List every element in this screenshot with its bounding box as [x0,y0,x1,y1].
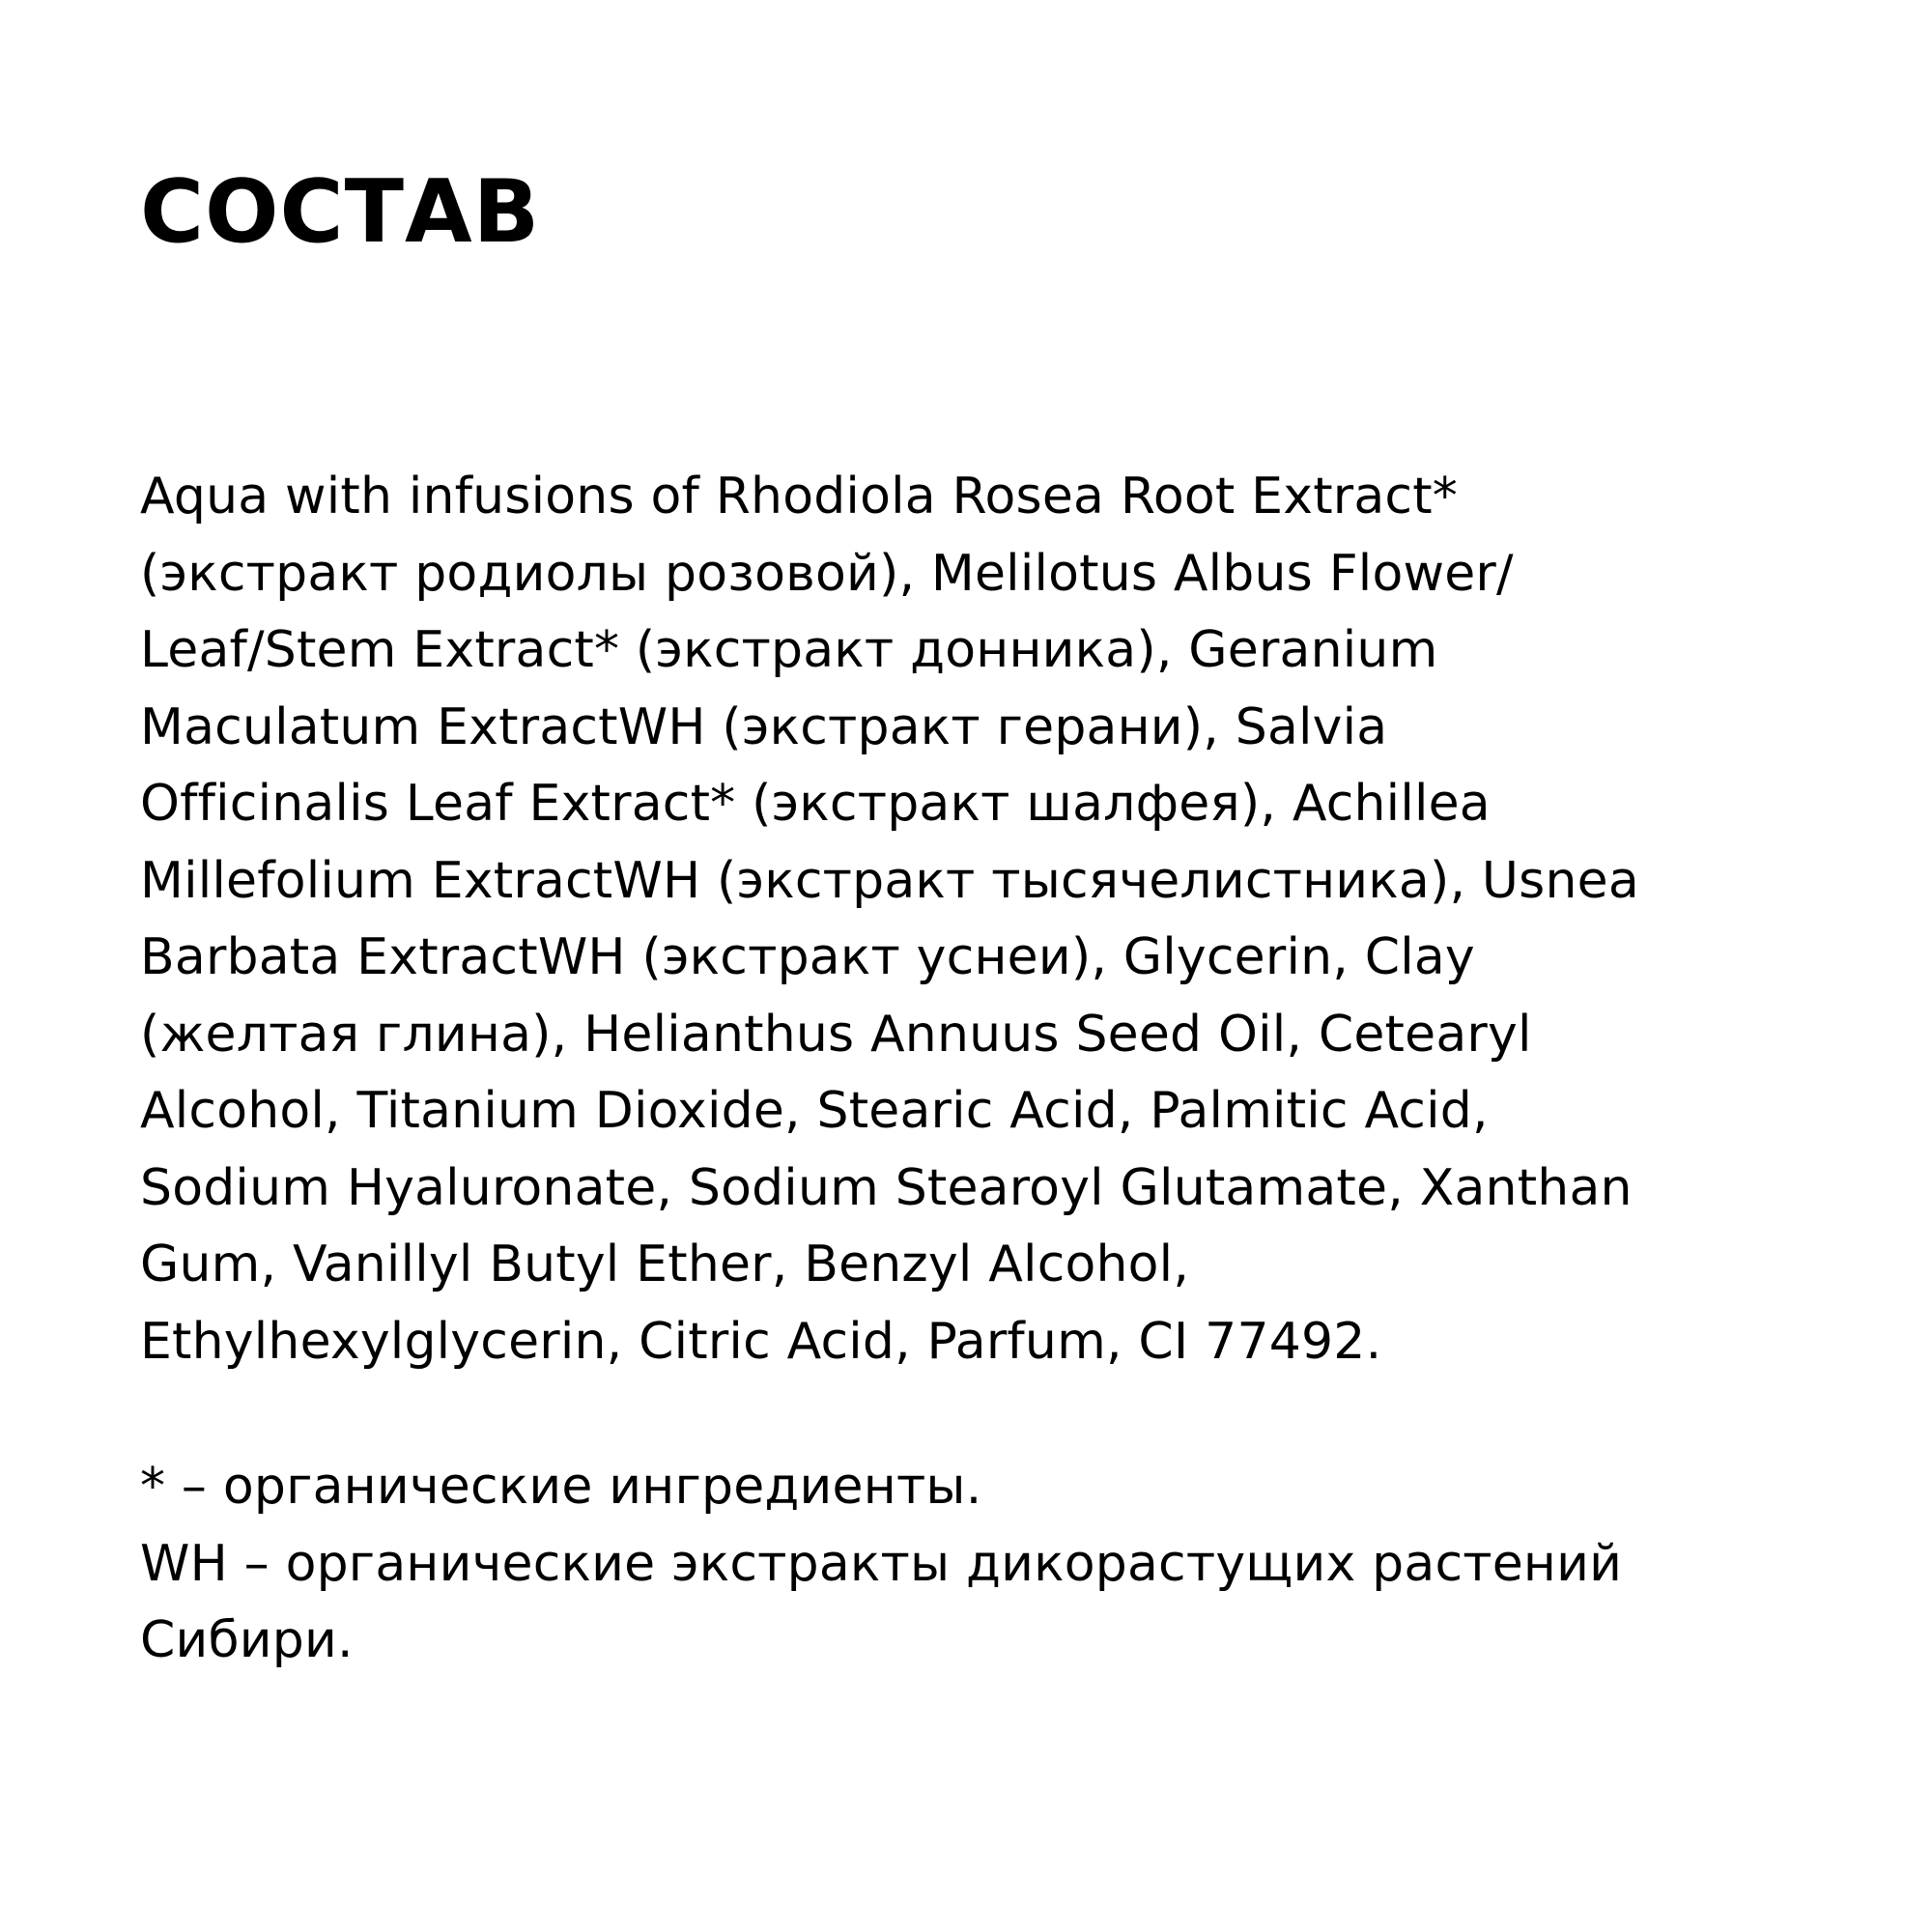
ingredients-line: Ethylhexylglycerin, Citric Acid, Parfum, CI 77492. [140,1312,1382,1371]
footnote-wild-harvested-continued: Сибири. [140,1611,354,1669]
ingredients-line: Millefolium ExtractWH (экстракт тысячелистника), Usnea [140,851,1639,910]
footnote-wild-harvested: WH – органические экстракты дикорастущих растений [140,1534,1623,1593]
ingredients-line: (экстракт родиолы розовой), Melilotus Albus Flower/ [140,544,1514,603]
ingredients-line: Sodium Hyaluronate, Sodium Stearoyl Glutamate, Xanthan [140,1158,1633,1217]
ingredients-line: Officinalis Leaf Extract* (экстракт шалфея), Achillea [140,775,1491,833]
ingredients-line: Leaf/Stem Extract* (экстракт донника), Geranium [140,621,1438,679]
footnotes [140,1449,1879,1680]
ingredients-list [140,459,1879,1380]
page-title: СОСТАВ [140,161,541,263]
ingredients-line: Barbata ExtractWH (экстракт уснеи), Glycerin, Clay [140,928,1475,986]
ingredients-line: Aqua with infusions of Rhodiola Rosea Root Extract* [140,468,1459,526]
footnote-organic: * – органические ингредиенты. [140,1458,982,1516]
ingredients-line: (желтая глина), Helianthus Annuus Seed Oil, Cetearyl [140,1005,1532,1064]
ingredients-line: Maculatum ExtractWH (экстракт герани), Salvia [140,697,1388,756]
ingredients-line: Gum, Vanillyl Butyl Ether, Benzyl Alcohol, [140,1236,1190,1293]
ingredients-line: Alcohol, Titanium Dioxide, Stearic Acid, Palmitic Acid, [140,1082,1489,1140]
